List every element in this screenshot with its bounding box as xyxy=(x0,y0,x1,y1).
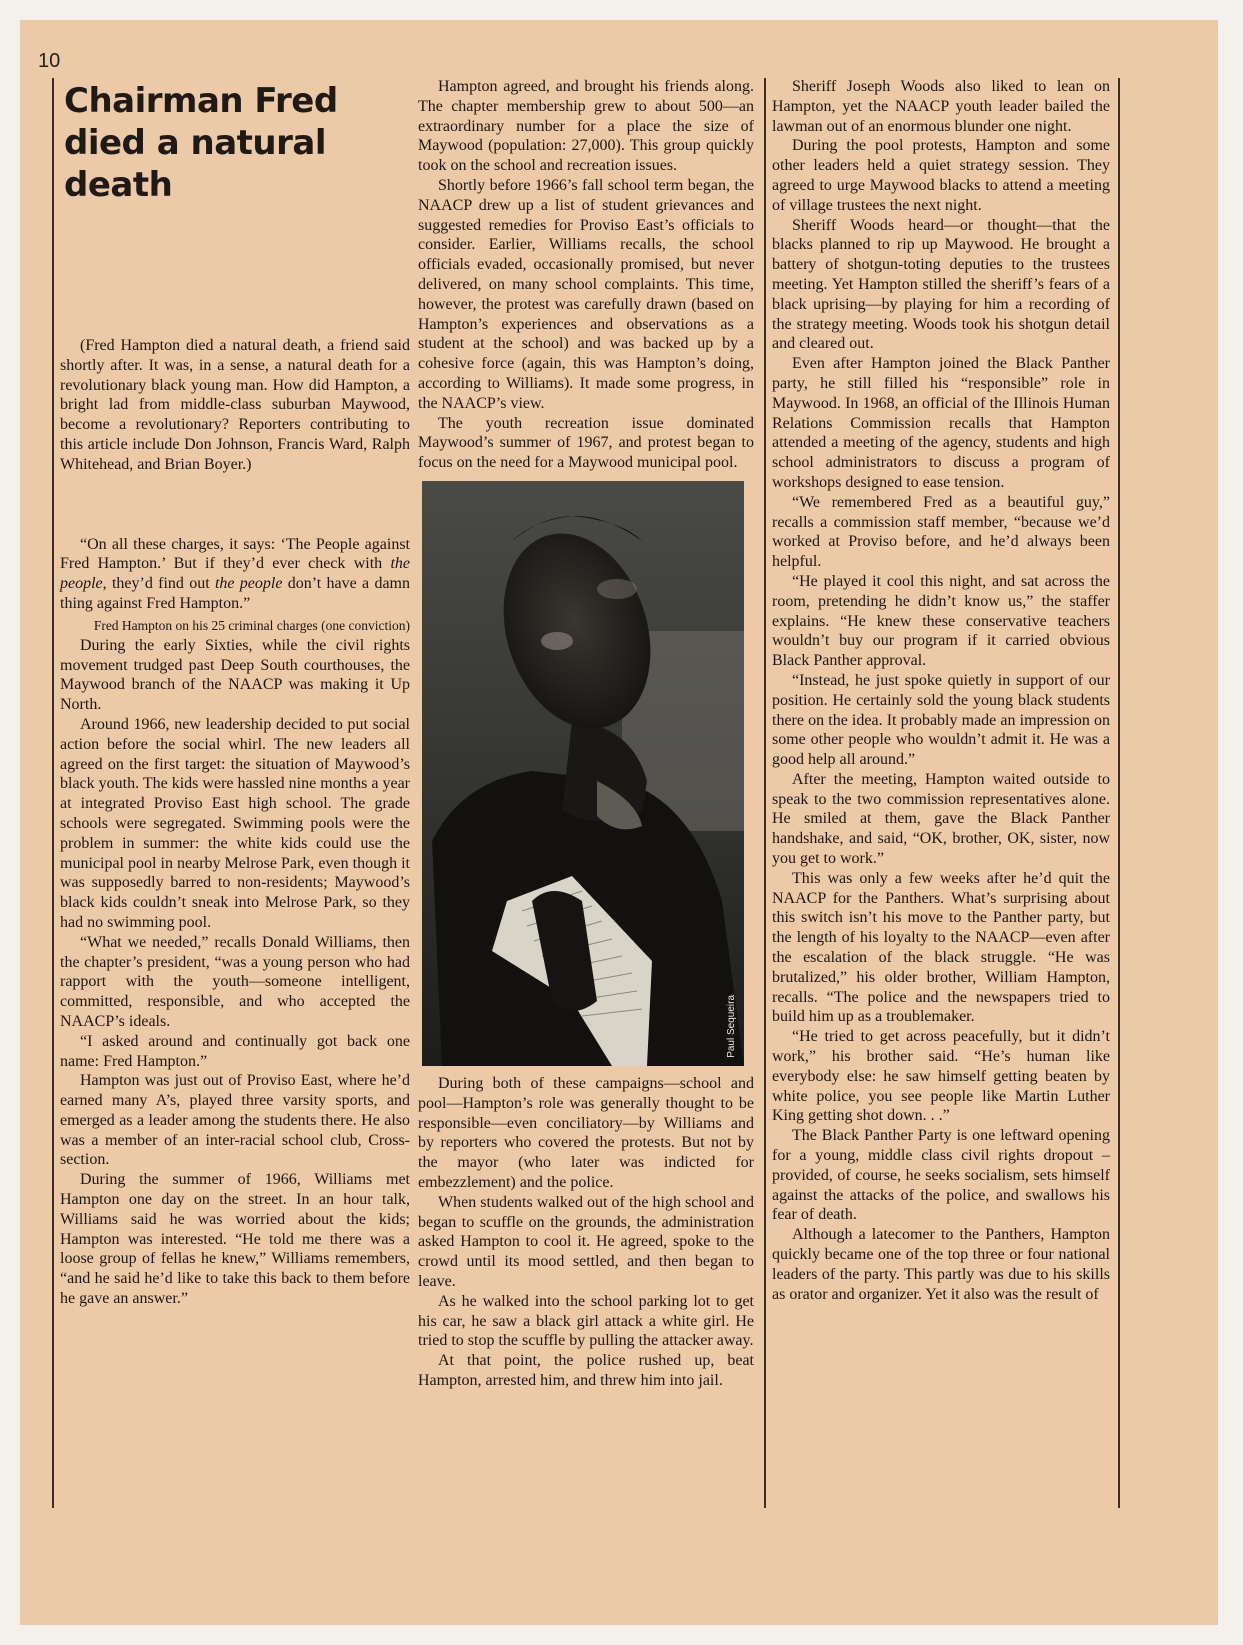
pull-quote-part: “On all these charges, it says: ‘The People against Fred Hampton.’ But if they’d ever check with xyxy=(60,535,410,573)
body-paragraph: Sheriff Joseph Woods also liked to lean on Hampton, yet the NAACP youth leader bailed the lawman out of an enormous blunder one night. xyxy=(772,78,1110,135)
pull-quote-attribution: Fred Hampton on his 25 criminal charges (one conviction) xyxy=(93,617,410,633)
column-2 xyxy=(418,77,754,1391)
body-paragraph: “What we needed,” recalls Donald Williams, then the chapter’s president, “was a young person who had rapport with the youth—someone intelligent, committed, responsible, and who accepted the NAACP’s ideals. xyxy=(60,933,410,1030)
pull-quote-emphasis: the people xyxy=(60,555,410,593)
body-paragraph: During both of these campaigns—school and pool—Hampton’s role was generally thought to be responsible—even conciliatory—by Williams and by reporters who covered the protests. But not by the mayor (who later was indicted for embezzlement) and the police. xyxy=(418,1074,754,1191)
pull-quote-part: , they’d find out xyxy=(102,575,215,593)
body-paragraph: Hampton was just out of Proviso East, where he’d earned many A’s, played three varsity sports, and emerged as a leader among the students there. He also was a member of an inter-racial school club, Cross-section. xyxy=(60,1072,410,1169)
body-paragraph: During the summer of 1966, Williams met Hampton one day on the street. In an hour talk, Williams said he was worried about the kids; Hampton was interested. “He told me there was a loose group of fellas he knew,” Williams remembers, “and he said he’d like to take this back to them before he gave an answer.” xyxy=(60,1171,410,1308)
portrait-photo xyxy=(422,481,744,1066)
column-3 xyxy=(772,77,1110,1304)
body-paragraph: At that point, the police rushed up, beat Hampton, arrested him, and threw him into jail. xyxy=(418,1352,754,1389)
pull-quote xyxy=(60,535,410,614)
body-paragraph: “He played it cool this night, and sat across the room, pretending he didn’t know us,” the staffer explains. “He knew these conservative teachers wouldn’t buy our program if it carried obvious Black Panther approval. xyxy=(772,572,1110,670)
body-paragraph: When students walked out of the high school and began to scuffle on the grounds, the administration asked Hampton to cool it. He agreed, spoke to the crowd until its mood settled, and then began to leave. xyxy=(418,1193,754,1290)
photo-credit-text: Paul Sequeira xyxy=(726,995,738,1058)
pull-quote-part: don’t have a damn thing against Fred Hampton.” xyxy=(60,575,410,612)
body-paragraph: “Instead, he just spoke quietly in support of our position. He certainly sold the young black students there on the idea. It probably made an impression on some other people who wouldn’t admit it. He was a good help all around.” xyxy=(772,671,1110,769)
body-paragraph: The youth recreation issue dominated Maywood’s summer of 1967, and protest began to focus on the need for a Maywood municipal pool. xyxy=(418,414,754,472)
body-paragraph: Around 1966, new leadership decided to put social action before the social whirl. The new leaders all agreed on the first target: the situation of Maywood’s black youth. The kids were hassled nine months a year at integrated Proviso East high school. The grade schools were segregated. Swimming pools were the problem in summer: the white kids could use the municipal pool in nearby Melrose Park, even though it was supposedly barred to non-residents; Maywood’s black kids couldn’t sneak into Melrose Park, so they had no swimming pool. xyxy=(60,715,410,931)
body-paragraph: During the early Sixties, while the civil rights movement trudged past Deep South courthouses, the Maywood branch of the NAACP was making it Up North. xyxy=(60,636,410,714)
body-paragraph: This was only a few weeks after he’d quit the NAACP for the Panthers. What’s surprising about this switch isn’t his move to the Panther party, but the length of his loyalty to the NAACP—even after the escalation of the black struggle. “He was brutalized,” his older brother, William Hampton, recalls. “The police and the newspapers tried to build him up as a troublemaker. xyxy=(772,869,1110,1026)
body-paragraph: During the pool protests, Hampton and some other leaders held a quiet strategy session. They agreed to urge Maywood blacks to attend a meeting of village trustees the next night. xyxy=(772,137,1110,214)
column-1 xyxy=(60,80,410,1309)
body-paragraph: “He tried to get across peacefully, but it didn’t work,” his brother said. “He’s human like everybody else: he saw himself getting beaten by white police, you see people like Martin Luther King getting shot down. . .” xyxy=(772,1028,1110,1125)
body-paragraph: “I asked around and continually got back one name: Fred Hampton.” xyxy=(60,1032,410,1070)
column-rule-right xyxy=(1118,78,1120,1508)
body-paragraph: Even after Hampton joined the Black Panther party, he still filled his “responsible” role in Maywood. In 1968, an official of the Illinois Human Relations Commission recalls that Hampton attended a meeting of the agency, students and high school administrators to discuss a program of workshops designed to ease tension. xyxy=(772,355,1110,491)
column-rule-middle xyxy=(764,78,766,1508)
body-paragraph: Hampton agreed, and brought his friends along. The chapter membership grew to about 500—an extraordinary number for a place the size of Maywood (population: 27,000). This group quickly took on the school and recreation issues. xyxy=(418,78,754,175)
body-paragraph: As he walked into the school parking lot to get his car, he saw a black girl attack a white girl. He tried to stop the scuffle by pulling the attacker away. xyxy=(418,1292,754,1350)
body-paragraph: Shortly before 1966’s fall school term began, the NAACP drew up a list of student grievances and suggested remedies for Proviso East’s officials to consider. Earlier, Williams recalls, the school officials evaded, occasionally promised, but never delivered, on many school complaints. This time, however, the protest was carefully drawn (based on Hampton’s experiences and observations as a student at the school) and was backed up by a cohesive force (again, this was Hampton’s doing, according to Williams). It made some progress, in the NAACP’s view. xyxy=(418,176,754,412)
body-paragraph: After the meeting, Hampton waited outside to speak to the two commission representatives alone. He smiled at them, gave the Black Panther handshake, and said, “OK, brother, OK, sister, now you get to work.” xyxy=(772,770,1110,868)
intro-paragraph: (Fred Hampton died a natural death, a friend said shortly after. It was, in a sense, a natural death for a revolutionary black young man. How did Hampton, a bright lad from middle-class suburban Maywood, become a revolutionary? Reporters contributing to this article include Don Johnson, Francis Ward, Ralph Whitehead, and Brian Boyer.) xyxy=(60,337,410,473)
body-paragraph: The Black Panther Party is one leftward opening for a young, middle class civil rights dropout – provided, of course, he seeks socialism, sets himself against the attacks of the police, and swallows his fear of death. xyxy=(772,1127,1110,1224)
column-rule-left xyxy=(52,78,54,1508)
pull-quote-emphasis: the people xyxy=(214,575,283,593)
magazine-page xyxy=(20,20,1218,1625)
photo-illustration xyxy=(422,481,744,1066)
headline: Chairman Fred died a natural death xyxy=(64,81,338,205)
body-paragraph: “We remembered Fred as a beautiful guy,” recalls a commission staff member, “because we’d worked at Proviso before, and he’d always been helpful. xyxy=(772,493,1110,571)
body-paragraph: Sheriff Woods heard—or thought—that the blacks planned to rip up Maywood. He brought a battery of shotgun-toting deputies to the trustees meeting. Yet Hampton stilled the sheriff’s fears of a black uprising—by playing for him a recording of the strategy meeting. Woods took his shotgun detail and cleared out. xyxy=(772,216,1110,353)
page-number: 10 xyxy=(38,50,61,72)
body-paragraph: Although a latecomer to the Panthers, Hampton quickly became one of the top three or four national leaders of the party. This partly was due to his skills as orator and organizer. Yet it also was the result of xyxy=(772,1226,1110,1303)
